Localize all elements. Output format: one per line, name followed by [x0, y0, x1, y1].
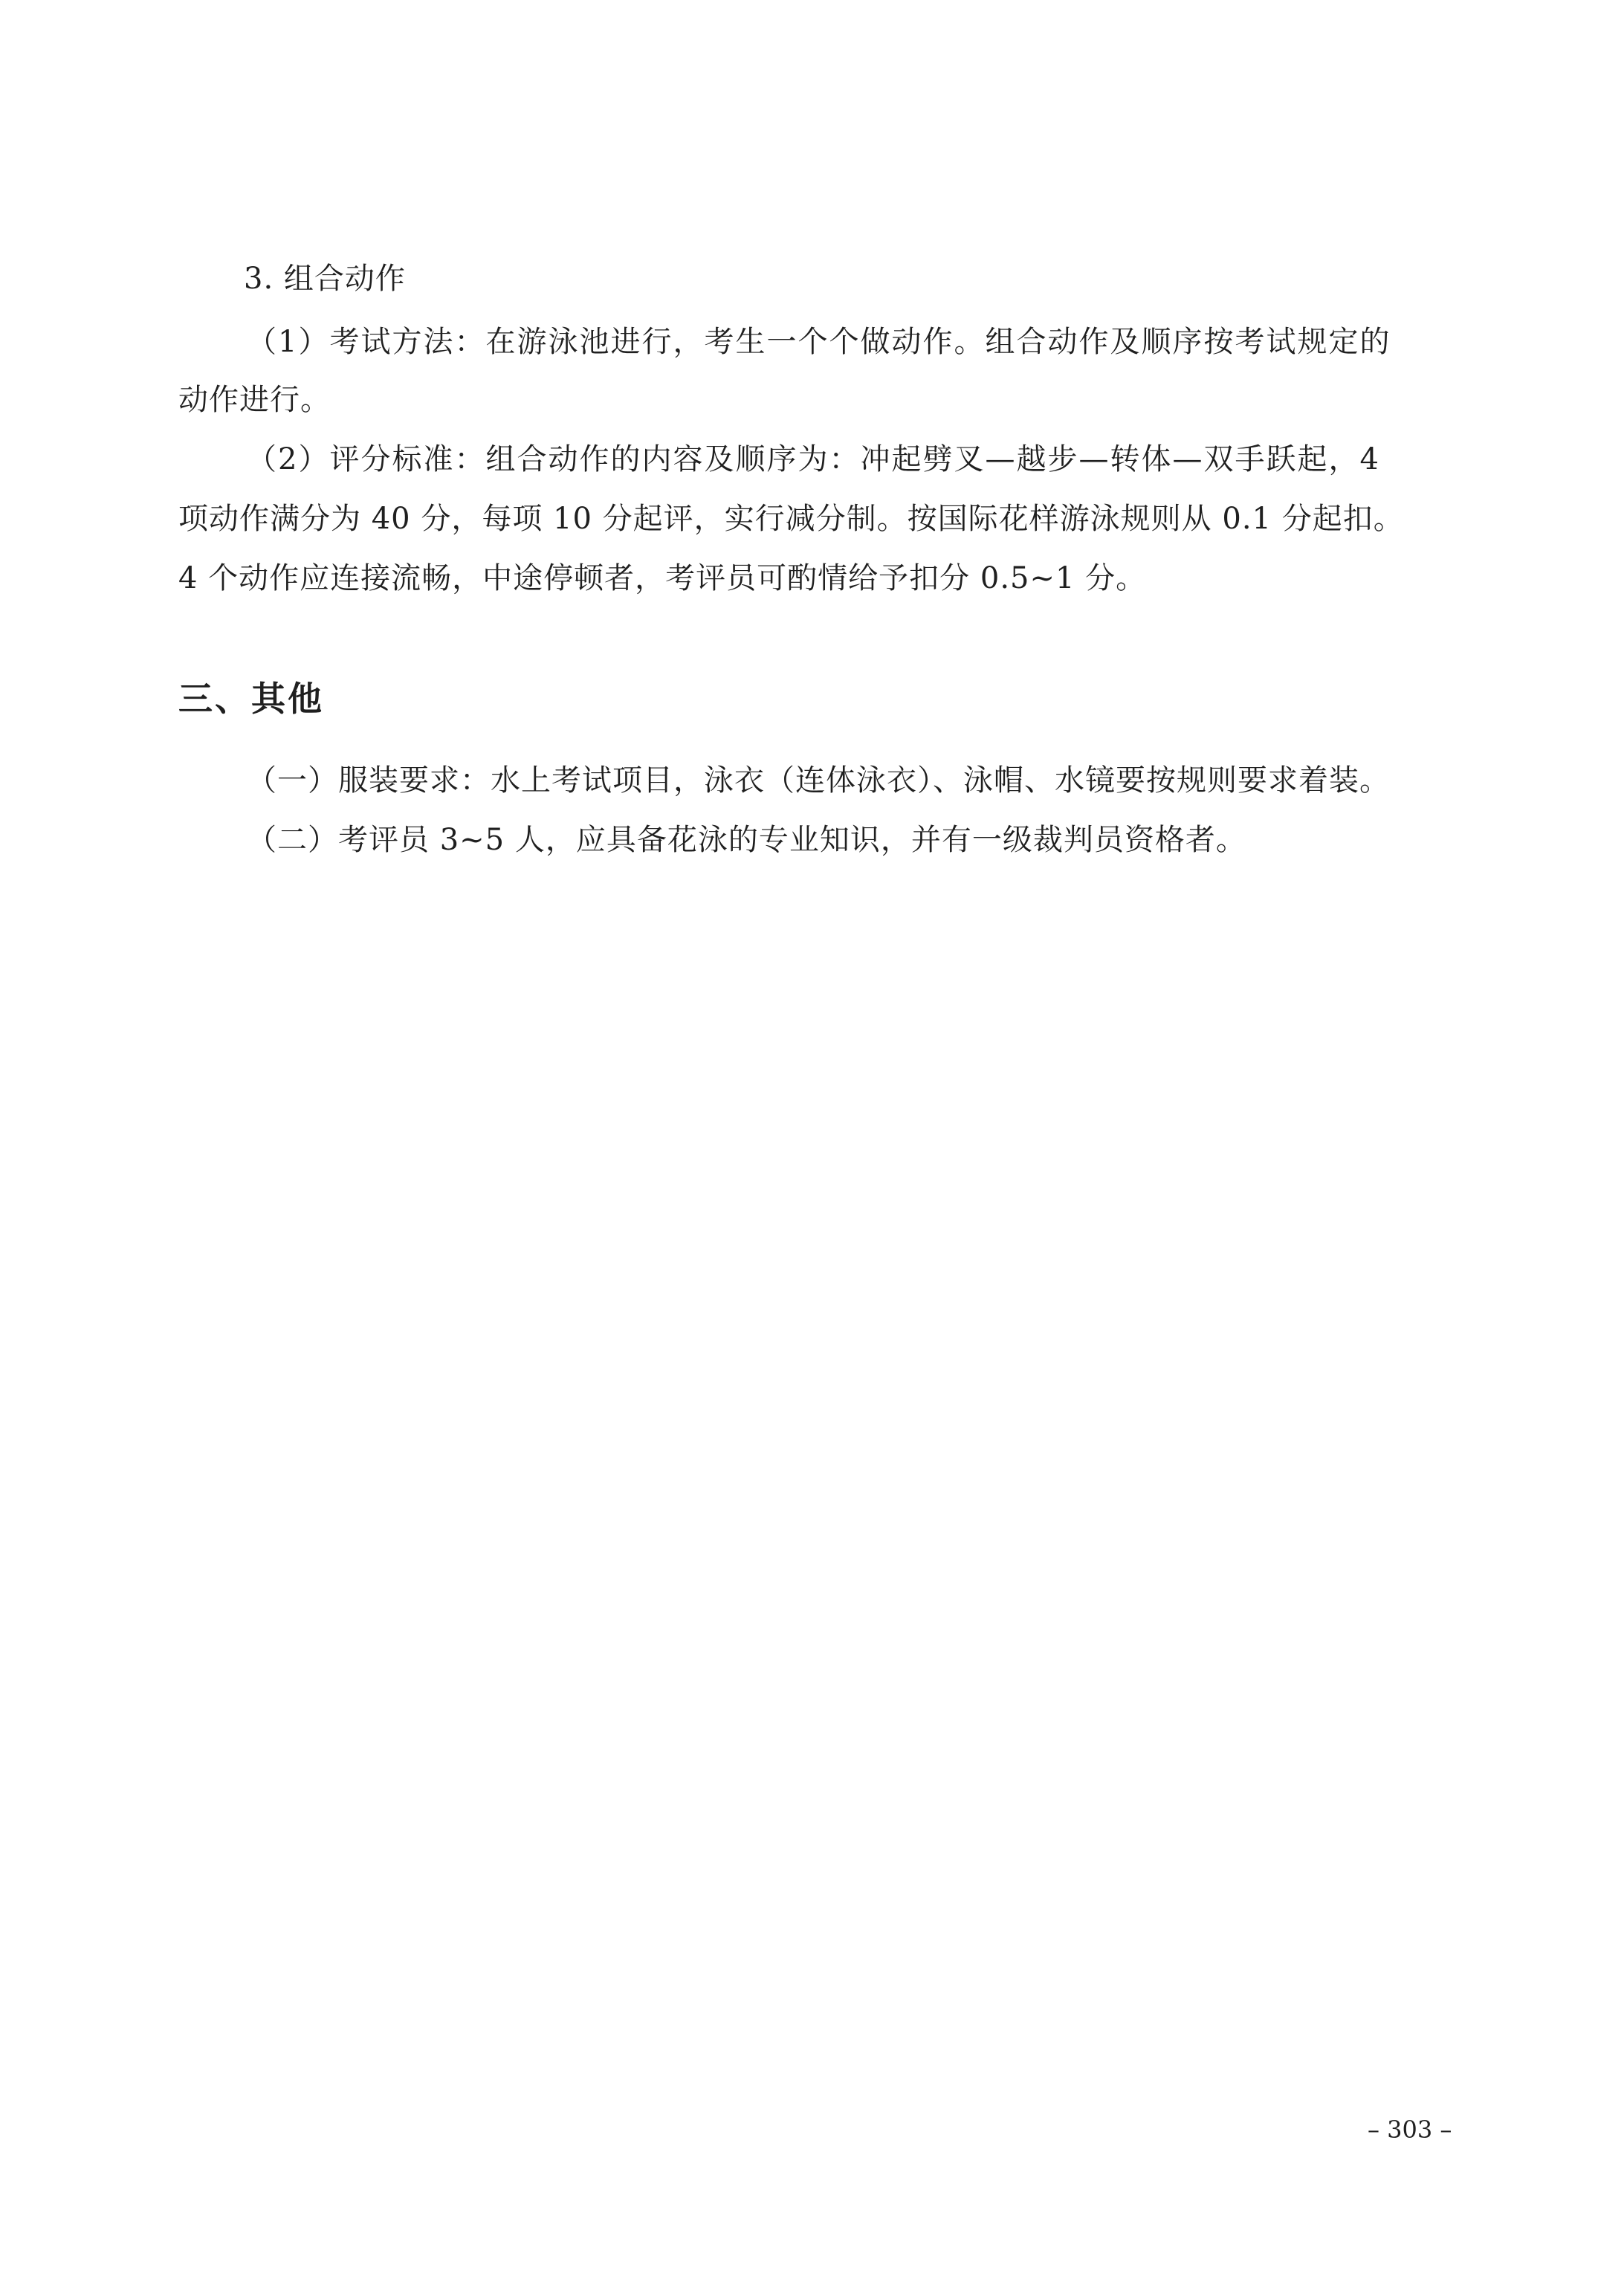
- scoring-standard-line-2: 项动作满分为 40 分，每项 10 分起评，实行减分制。按国际花样游泳规则从 0.1 分起扣。: [178, 502, 1404, 536]
- exam-method-line-1: （1）考试方法：在游泳池进行，考生一个个做动作。组合动作及顺序按考试规定的: [247, 325, 1391, 359]
- judges-requirement: （二）考评员 3~5 人，应具备花泳的专业知识，并有一级裁判员资格者。: [247, 823, 1246, 857]
- scoring-standard-line-1: （2）评分标准：组合动作的内容及顺序为：冲起劈叉—越步—转体—双手跃起，4: [247, 442, 1380, 476]
- subsection-title: 3. 组合动作: [244, 262, 406, 296]
- exam-method-line-2: 动作进行。: [178, 383, 331, 417]
- scoring-standard-line-3: 4 个动作应连接流畅，中途停顿者，考评员可酌情给予扣分 0.5~1 分。: [178, 561, 1147, 595]
- section-heading-other: 三、其他: [178, 679, 324, 719]
- page-number: – 303 –: [1368, 2115, 1452, 2144]
- dress-requirement: （一）服装要求：水上考试项目，泳衣（连体泳衣）、泳帽、水镜要按规则要求着装。: [247, 763, 1390, 798]
